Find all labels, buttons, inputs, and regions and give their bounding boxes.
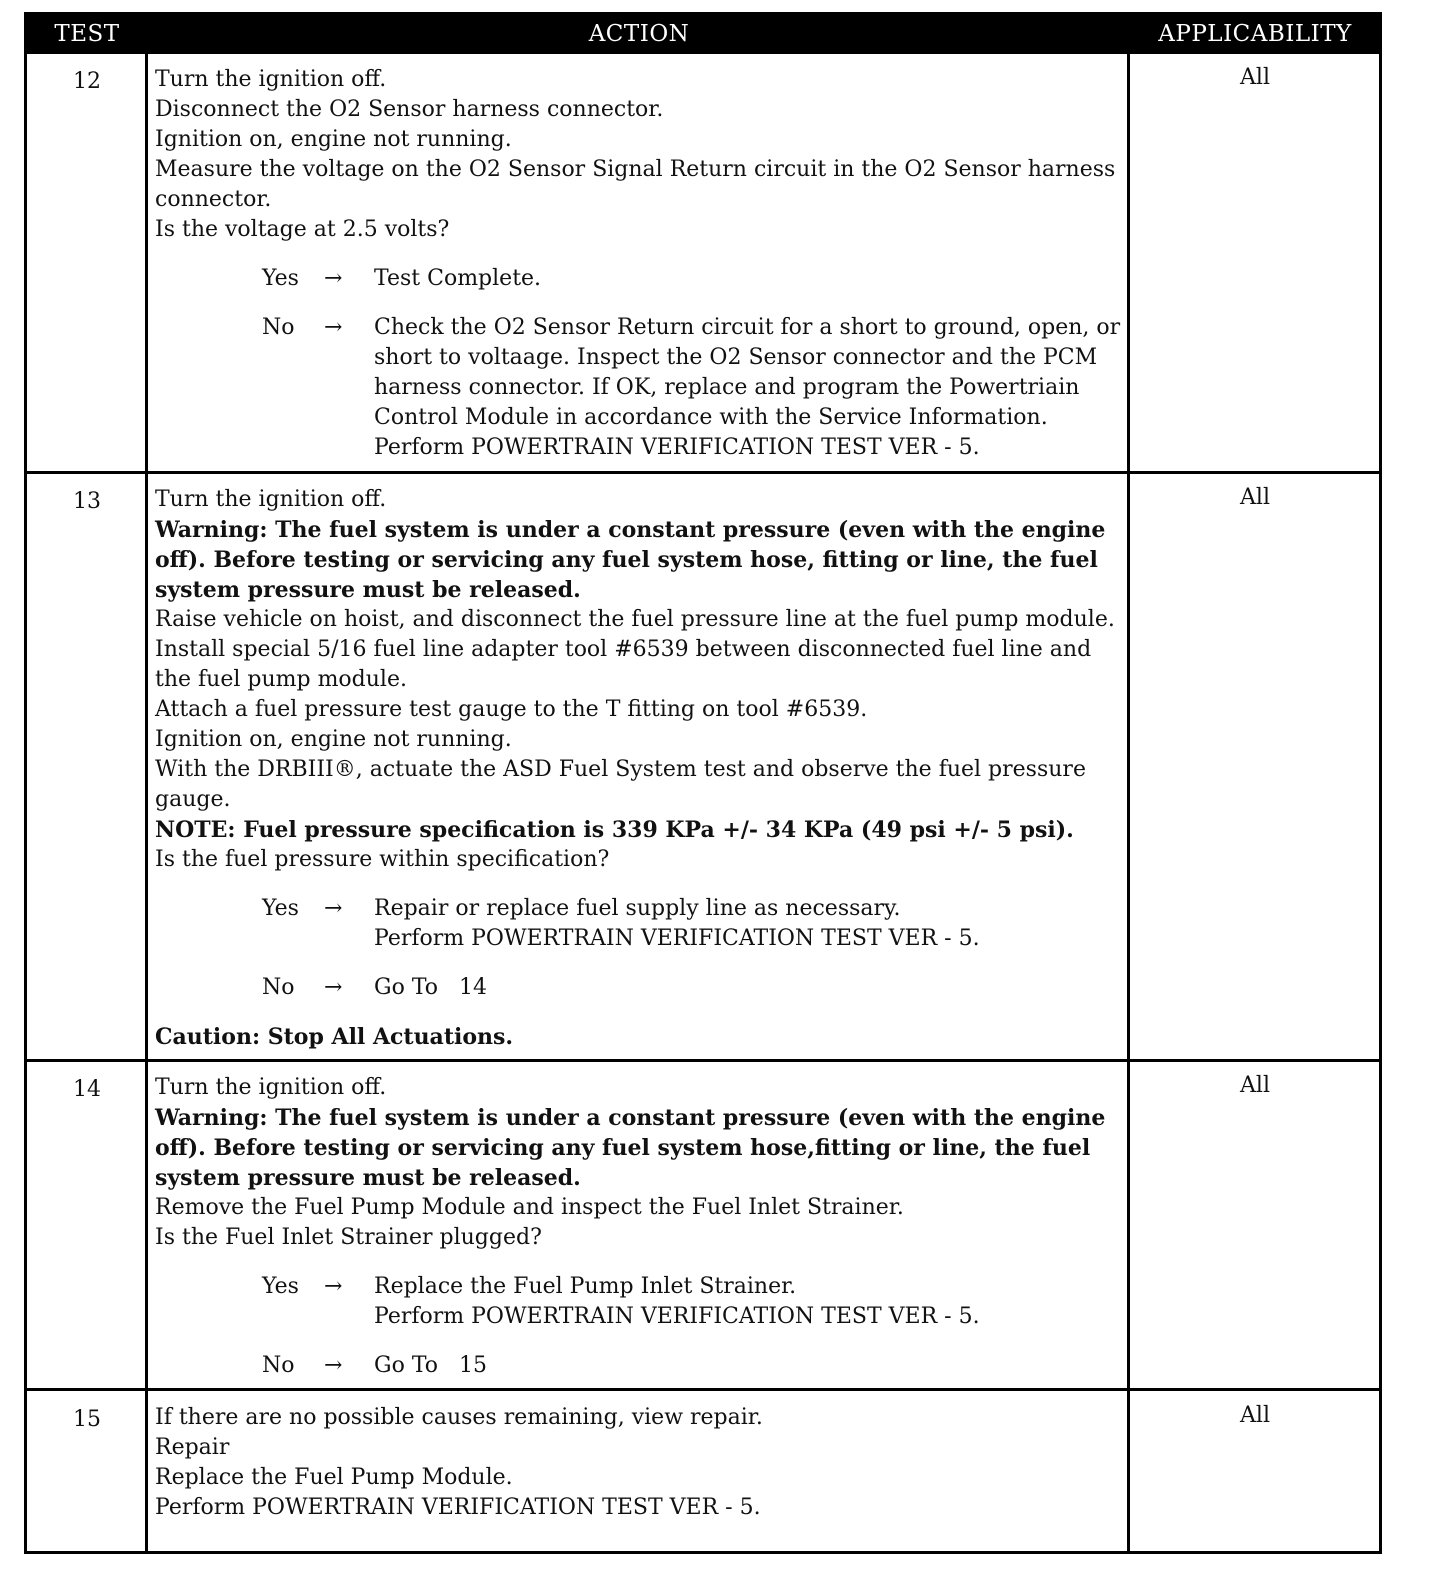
test-number-12: 12 xyxy=(73,69,101,94)
action-line: Measure the voltage on the O2 Sensor Signal Return circuit in the O2 Sensor harness connector. xyxy=(155,157,1116,212)
test-number-15: 15 xyxy=(73,1407,101,1432)
no-label: No xyxy=(262,975,295,1000)
yes-label: Yes xyxy=(262,896,299,921)
right-arrow-icon: → xyxy=(324,1274,343,1299)
action-line: Ignition on, engine not running. xyxy=(155,727,512,752)
row-divider-12 xyxy=(27,471,1379,474)
applicability-14: All xyxy=(1240,1073,1270,1098)
diagnostic-table xyxy=(24,12,1382,1554)
right-arrow-icon: → xyxy=(324,266,343,291)
column-divider-applicability xyxy=(1127,54,1130,1551)
warning-text: Warning: The fuel system is under a constant pressure (even with the engine off). Before testing or servicing any fuel system hose, fitting or line, the fuel system pressure must be released. xyxy=(155,517,1106,603)
test-number-13: 13 xyxy=(73,489,101,514)
header-applicability: APPLICABILITY xyxy=(1158,21,1352,47)
action-15 xyxy=(155,1403,1125,1523)
row-divider-13 xyxy=(27,1059,1379,1062)
action-line: Disconnect the O2 Sensor harness connector. xyxy=(155,97,664,122)
column-divider-test xyxy=(145,54,148,1551)
right-arrow-icon: → xyxy=(324,896,343,921)
action-line: Is the voltage at 2.5 volts? xyxy=(155,217,450,242)
action-line: Turn the ignition off. xyxy=(155,1075,387,1100)
action-line: Raise vehicle on hoist, and disconnect the fuel pressure line at the fuel pump module. xyxy=(155,607,1115,632)
note-text: NOTE: Fuel pressure specification is 339 KPa +/- 34 KPa (49 psi +/- 5 psi). xyxy=(155,817,1074,843)
no-option xyxy=(155,973,1125,1003)
action-line: Ignition on, engine not running. xyxy=(155,127,512,152)
no-label: No xyxy=(262,1353,295,1378)
caution-text: Caution: Stop All Actuations. xyxy=(155,1024,514,1050)
action-line: Remove the Fuel Pump Module and inspect the Fuel Inlet Strainer. xyxy=(155,1195,904,1220)
yes-text-line: Perform POWERTRAIN VERIFICATION TEST VER - 5. xyxy=(374,926,980,951)
question-text: Is the fuel pressure within specification? xyxy=(155,847,610,872)
repair-text: Perform POWERTRAIN VERIFICATION TEST VER - 5. xyxy=(155,1495,761,1520)
applicability-12: All xyxy=(1240,65,1270,90)
table-header xyxy=(27,15,1379,54)
repair-label: Repair xyxy=(155,1435,230,1460)
applicability-13: All xyxy=(1240,485,1270,510)
action-14 xyxy=(155,1073,1125,1381)
yes-text-line: Replace the Fuel Pump Inlet Strainer. xyxy=(374,1274,797,1299)
no-option xyxy=(155,313,1125,463)
action-line: Turn the ignition off. xyxy=(155,67,387,92)
right-arrow-icon: → xyxy=(324,315,343,340)
yes-option xyxy=(155,264,1125,294)
no-label: No xyxy=(262,315,295,340)
no-text: Go To 14 xyxy=(374,975,487,1000)
action-line: With the DRBIII®, actuate the ASD Fuel System test and observe the fuel pressure gauge. xyxy=(155,757,1086,812)
action-12 xyxy=(155,65,1125,463)
header-action: ACTION xyxy=(588,21,690,47)
yes-label: Yes xyxy=(262,1274,299,1299)
action-line: Attach a fuel pressure test gauge to the T fitting on tool #6539. xyxy=(155,697,868,722)
yes-text xyxy=(374,894,1124,954)
action-13 xyxy=(155,485,1125,1052)
yes-text xyxy=(374,1272,1124,1332)
header-test: TEST xyxy=(54,21,120,47)
no-text: Go To 15 xyxy=(374,1353,487,1378)
action-line: Is the Fuel Inlet Strainer plugged? xyxy=(155,1225,542,1250)
no-text xyxy=(374,313,1124,463)
applicability-15: All xyxy=(1240,1403,1270,1428)
yes-option xyxy=(155,1272,1125,1332)
test-number-14: 14 xyxy=(73,1077,101,1102)
no-text-line: Perform POWERTRAIN VERIFICATION TEST VER - 5. xyxy=(374,435,980,460)
right-arrow-icon: → xyxy=(324,1353,343,1378)
row-divider-14 xyxy=(27,1388,1379,1391)
no-option xyxy=(155,1351,1125,1381)
repair-text: Replace the Fuel Pump Module. xyxy=(155,1465,513,1490)
yes-text-line: Repair or replace fuel supply line as necessary. xyxy=(374,896,901,921)
action-line: Install special 5/16 fuel line adapter tool #6539 between disconnected fuel line and the fuel pump module. xyxy=(155,637,1092,692)
no-text-line: Check the O2 Sensor Return circuit for a short to ground, open, or short to voltaage. Inspect the O2 Sensor connector and the PCM harness connector. If OK, replace and program the Powertriain Control Module in accordance with the Service Information. xyxy=(374,315,1121,430)
action-line: Turn the ignition off. xyxy=(155,487,387,512)
yes-text: Test Complete. xyxy=(374,266,542,291)
yes-option xyxy=(155,894,1125,954)
warning-text: Warning: The fuel system is under a constant pressure (even with the engine off). Before testing or servicing any fuel system hose,fitting or line, the fuel system pressure must be released. xyxy=(155,1105,1106,1191)
action-line: If there are no possible causes remaining, view repair. xyxy=(155,1405,763,1430)
yes-label: Yes xyxy=(262,266,299,291)
yes-text-line: Perform POWERTRAIN VERIFICATION TEST VER - 5. xyxy=(374,1304,980,1329)
right-arrow-icon: → xyxy=(324,975,343,1000)
